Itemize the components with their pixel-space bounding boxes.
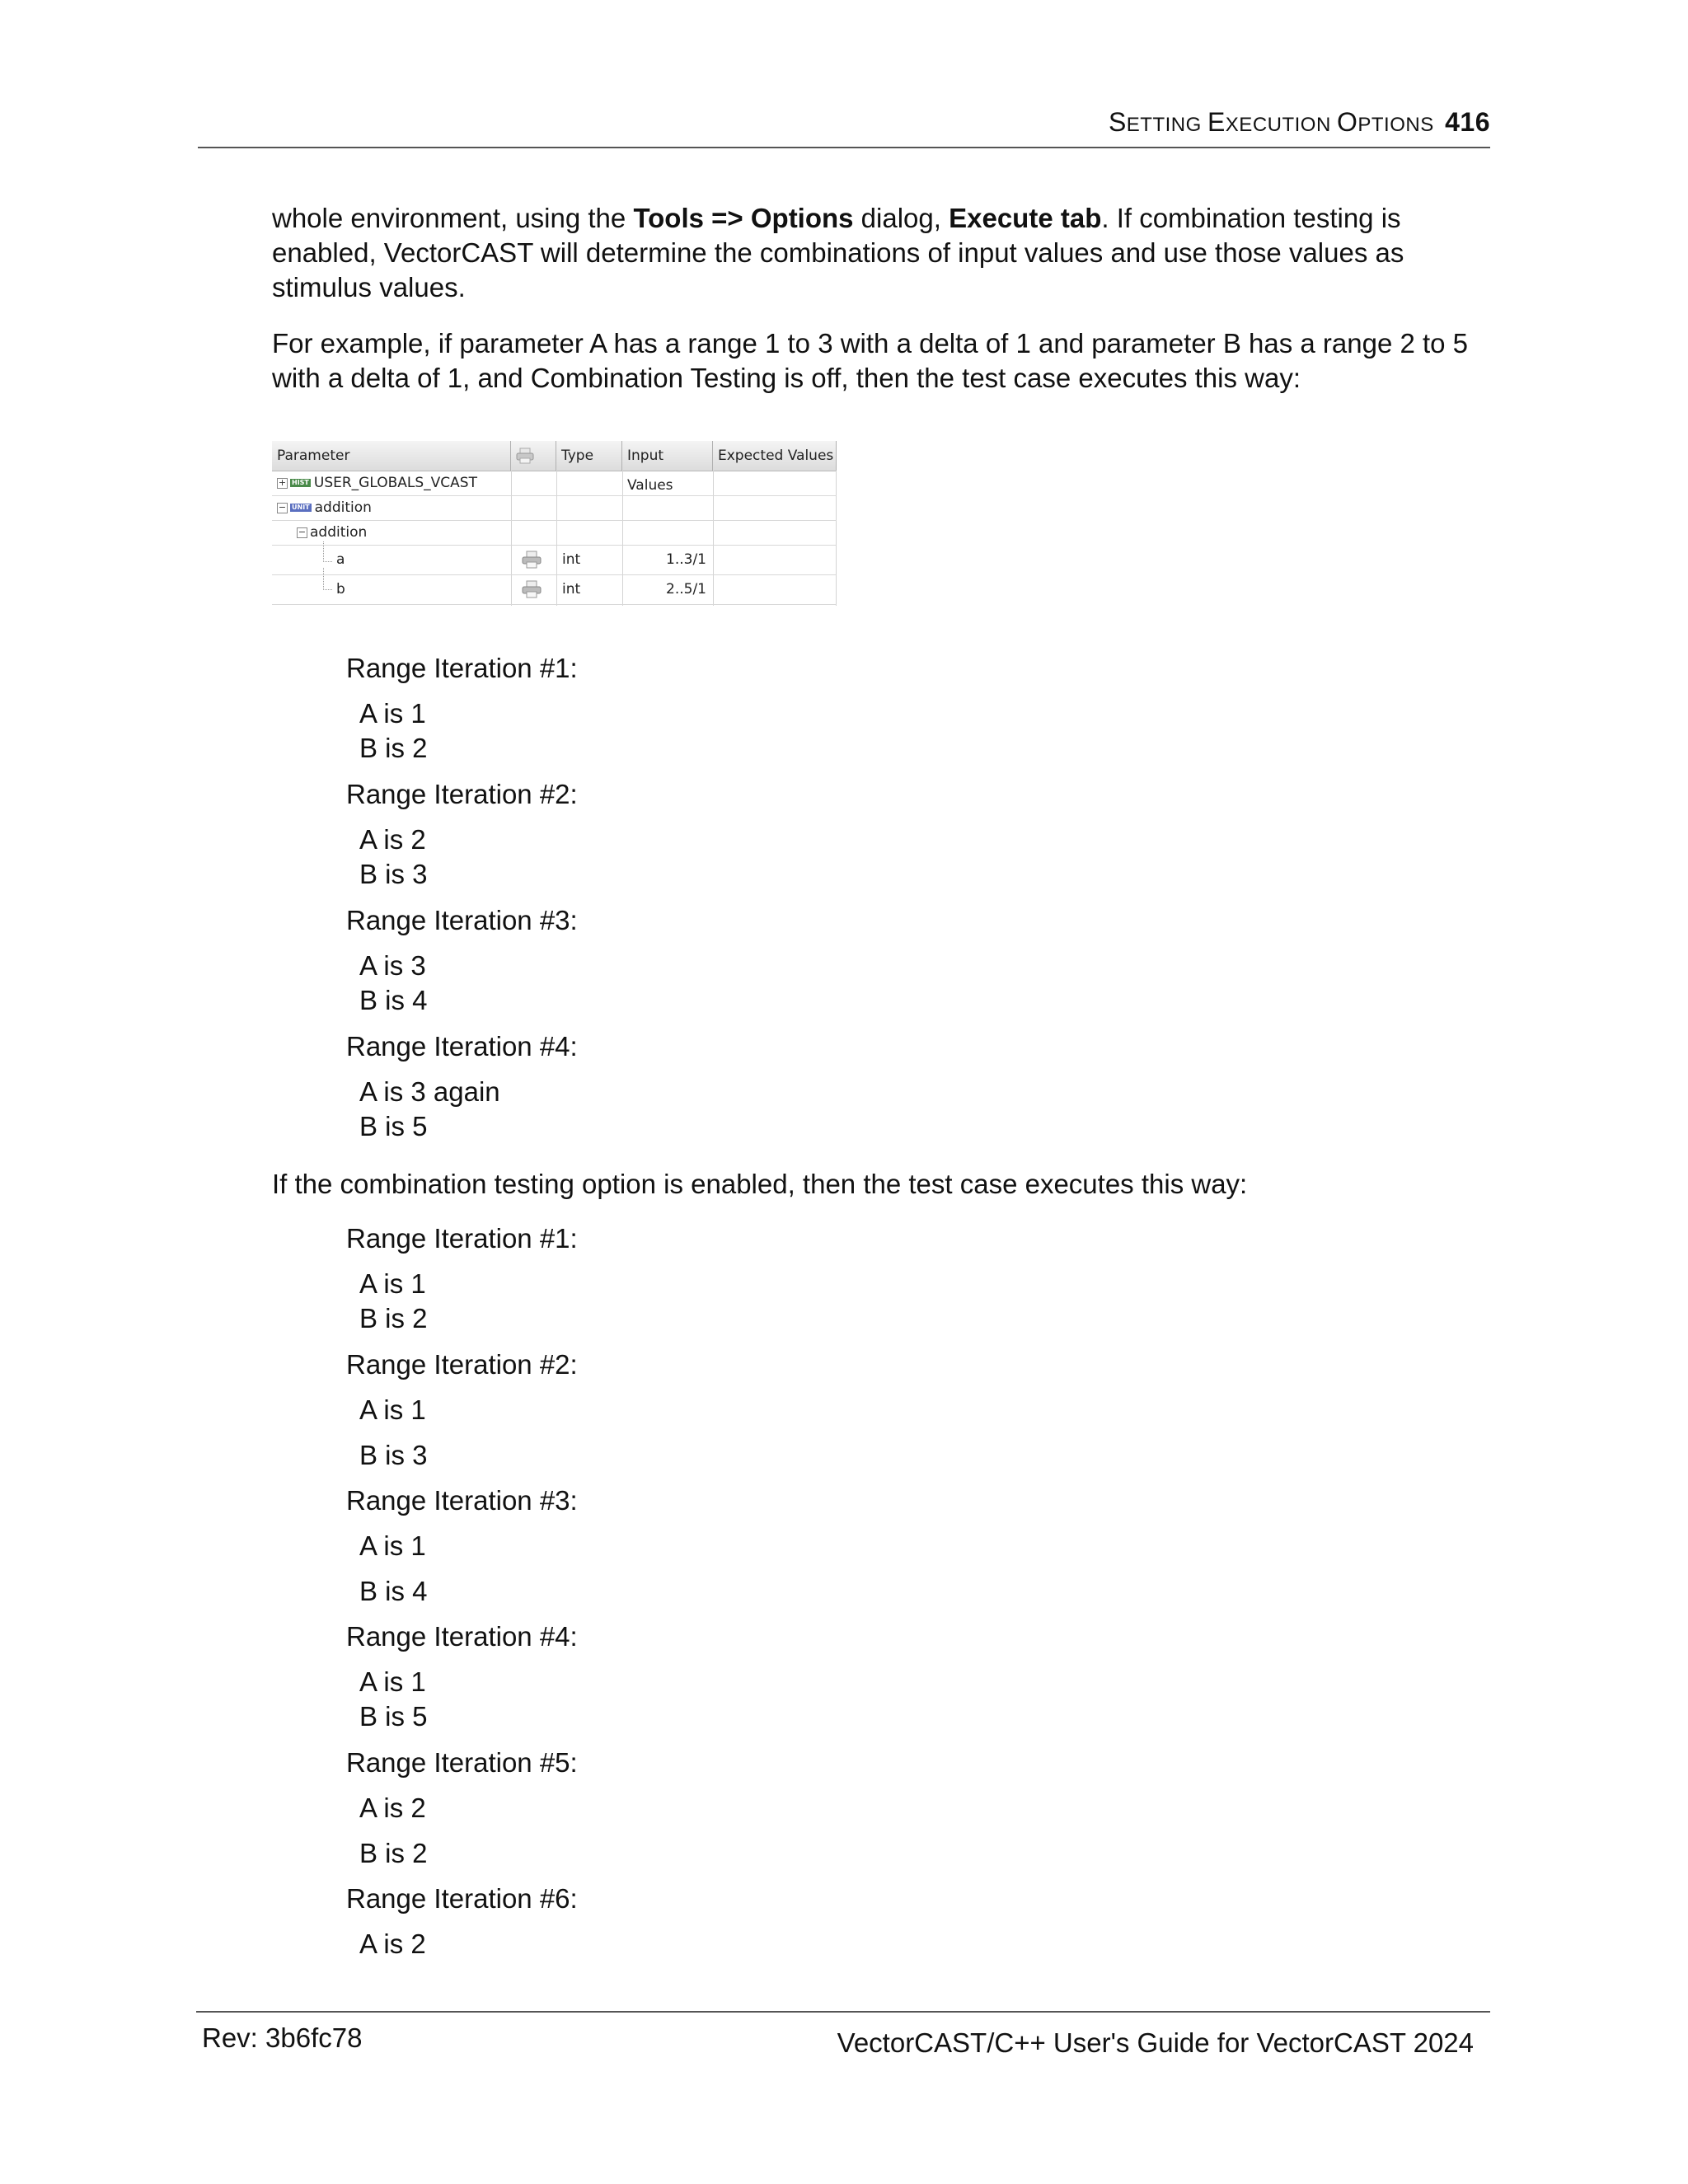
value-a: A is 1 — [359, 1530, 426, 1561]
footer-divider — [196, 2011, 1490, 2013]
iteration-label: Range Iteration #1: — [346, 653, 578, 683]
table-row[interactable]: a int 1..3/1 — [272, 545, 837, 575]
value-b: B is 4 — [359, 1576, 428, 1606]
iteration-label: Range Iteration #2: — [346, 779, 578, 809]
value-b: B is 5 — [359, 1701, 428, 1732]
guide-title: VectorCAST/C++ User's Guide for VectorCAST 2024 — [837, 2027, 1474, 2058]
printer-icon — [522, 551, 542, 569]
parameter-table-screenshot — [272, 441, 837, 606]
printer-icon — [516, 448, 534, 464]
value-b: B is 2 — [359, 1303, 428, 1333]
value-a: A is 1 — [359, 1268, 426, 1299]
table-row[interactable]: − addition — [272, 520, 837, 546]
iteration-label: Range Iteration #4: — [346, 1621, 578, 1652]
value-a: A is 3 — [359, 950, 426, 981]
combination-intro: If the combination testing option is enabled, then the test case executes this way: — [272, 1169, 1248, 1199]
value-b: B is 3 — [359, 859, 428, 889]
value-a: A is 2 — [359, 824, 426, 855]
value-b: B is 3 — [359, 1440, 428, 1470]
page-header — [198, 104, 1490, 148]
iteration-label: Range Iteration #4: — [346, 1031, 578, 1062]
iteration-label: Range Iteration #5: — [346, 1747, 578, 1778]
table-row[interactable]: b int 2..5/1 — [272, 574, 837, 605]
value-a: A is 3 again — [359, 1076, 500, 1107]
iteration-label: Range Iteration #2: — [346, 1349, 578, 1380]
col-parameter: Parameter — [272, 441, 511, 471]
value-a: A is 1 — [359, 1394, 426, 1425]
value-a: A is 1 — [359, 698, 426, 729]
col-input-values: Input Values — [622, 441, 713, 471]
value-a: A is 2 — [359, 1929, 426, 1959]
col-expected-values: Expected Values — [713, 441, 837, 471]
section-title: SETTING EXECUTION OPTIONS — [1108, 107, 1434, 137]
page-number: 416 — [1445, 107, 1490, 137]
table-row[interactable]: − UNIT addition — [272, 495, 837, 521]
printer-icon — [522, 580, 542, 598]
expand-icon[interactable]: + — [278, 476, 287, 488]
example-paragraph: For example, if parameter A has a range 1 to 3 with a delta of 1 and parameter B has a range 2 to 5 with a delta of 1, and Combination Testing is off, then the test case executes this way: — [272, 328, 1469, 393]
value-a: A is 2 — [359, 1793, 426, 1823]
collapse-icon[interactable]: − — [278, 501, 287, 513]
intro-paragraph: whole environment, using the Tools => Options dialog, Execute tab. If combination testing is enabled, VectorCAST will determine the combinations of input values and use those values as stimulus values. — [272, 203, 1404, 302]
value-a: A is 1 — [359, 1666, 426, 1697]
iteration-label: Range Iteration #1: — [346, 1223, 578, 1254]
value-b: B is 2 — [359, 1838, 428, 1868]
iteration-label: Range Iteration #3: — [346, 1485, 578, 1516]
col-print — [511, 441, 556, 471]
value-b: B is 4 — [359, 985, 428, 1015]
hist-icon: HIST — [292, 479, 309, 486]
col-type: Type — [556, 441, 622, 471]
collapse-icon[interactable]: − — [298, 526, 307, 537]
iteration-label: Range Iteration #3: — [346, 905, 578, 935]
iteration-label: Range Iteration #6: — [346, 1883, 578, 1914]
revision-label: Rev: 3b6fc78 — [202, 2022, 363, 2053]
value-b: B is 2 — [359, 733, 428, 763]
table-row[interactable]: + HIST USER_GLOBALS_VCAST — [272, 471, 837, 496]
unit-icon: UNIT — [292, 504, 310, 511]
value-b: B is 5 — [359, 1111, 428, 1141]
